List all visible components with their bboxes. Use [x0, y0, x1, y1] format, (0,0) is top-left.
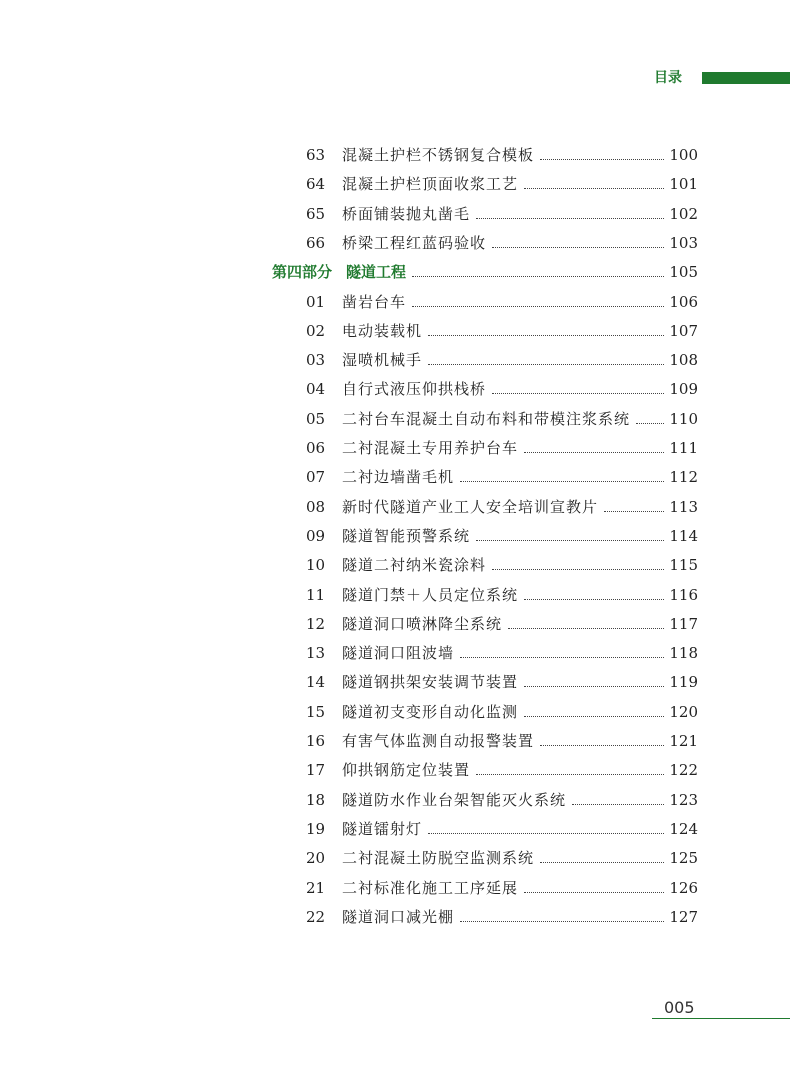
entry-title: 凿岩台车	[342, 292, 407, 311]
entry-title-wrap	[342, 496, 668, 518]
entry-page: 117	[669, 614, 698, 633]
entry-title: 桥梁工程红蓝码验收	[342, 233, 487, 252]
dot-leader	[428, 335, 664, 336]
entry-title-wrap	[342, 378, 668, 400]
dot-leader	[636, 423, 664, 424]
entry-page: 103	[669, 233, 698, 252]
dot-leader	[428, 833, 664, 834]
entry-page: 125	[669, 849, 698, 868]
entry-page: 108	[669, 351, 698, 370]
dot-leader	[524, 716, 664, 717]
dot-leader	[412, 306, 664, 307]
entry-page: 106	[669, 292, 698, 311]
entry-page: 109	[669, 380, 698, 399]
header-title: 目录	[654, 70, 682, 86]
entry-title: 混凝土护栏顶面收浆工艺	[342, 175, 519, 194]
entry-page: 122	[669, 761, 698, 780]
entry-page: 120	[669, 702, 698, 721]
entry-title: 仰拱钢筋定位装置	[342, 761, 471, 780]
dot-leader	[524, 686, 664, 687]
entry-page: 126	[669, 878, 698, 897]
dot-leader	[476, 540, 664, 541]
entry-number: 22	[306, 907, 326, 926]
entry-number: 12	[306, 614, 326, 633]
entry-page: 100	[669, 146, 698, 164]
entry-title-wrap	[342, 554, 668, 576]
entry-number: 13	[306, 644, 326, 663]
entry-title: 隧道钢拱架安装调节装置	[342, 673, 519, 692]
entry-page: 102	[669, 204, 698, 223]
entry-number: 63	[306, 146, 326, 164]
entry-title: 二衬混凝土防脱空监测系统	[342, 849, 535, 868]
dot-leader	[524, 892, 664, 893]
entry-number: 07	[306, 468, 326, 487]
dot-leader	[508, 628, 664, 629]
dot-leader	[540, 159, 664, 160]
header-accent-bar	[702, 72, 790, 84]
entry-title-wrap	[342, 437, 668, 459]
entry-page: 111	[669, 439, 698, 457]
dot-leader	[476, 218, 664, 219]
dot-leader	[476, 774, 664, 775]
entry-title: 桥面铺装抛丸凿毛	[342, 204, 471, 223]
entry-title-wrap	[342, 701, 668, 723]
entry-number: 21	[306, 878, 326, 897]
entry-title: 湿喷机械手	[342, 351, 423, 370]
entry-number: 08	[306, 497, 326, 516]
entry-title-wrap	[342, 466, 668, 488]
section-label	[272, 261, 406, 283]
dot-leader	[460, 481, 664, 482]
entry-page: 124	[669, 819, 698, 838]
entry-number: 18	[306, 790, 326, 809]
entry-number: 06	[306, 439, 326, 457]
dot-leader	[492, 569, 664, 570]
entry-page: 112	[669, 468, 698, 487]
entry-title: 隧道洞口喷淋降尘系统	[342, 614, 503, 633]
entry-number: 65	[306, 204, 326, 223]
entry-title: 隧道防水作业台架智能灭火系统	[342, 790, 567, 809]
dot-leader	[412, 276, 664, 277]
entry-title-wrap	[342, 144, 668, 166]
entry-title-wrap	[342, 730, 668, 752]
entry-title: 隧道智能预警系统	[342, 526, 471, 545]
entry-title: 混凝土护栏不锈钢复合模板	[342, 146, 535, 164]
entry-title: 隧道镭射灯	[342, 819, 423, 838]
entry-title: 自行式液压仰拱栈桥	[342, 380, 487, 399]
entry-title-wrap	[342, 759, 668, 781]
entry-number: 03	[306, 351, 326, 370]
entry-title: 二衬台车混凝土自动布料和带模注浆系统	[342, 409, 631, 428]
entry-page: 110	[669, 409, 698, 428]
entry-title-wrap	[342, 613, 668, 635]
entry-number: 17	[306, 761, 326, 780]
entry-number: 05	[306, 409, 326, 428]
dot-leader	[540, 745, 664, 746]
entry-number: 09	[306, 526, 326, 545]
entry-title-wrap	[342, 642, 668, 664]
entry-title-wrap	[342, 525, 668, 547]
dot-leader	[604, 511, 664, 512]
dot-leader	[428, 364, 664, 365]
entry-page: 121	[669, 732, 698, 750]
entry-title-wrap	[342, 349, 668, 371]
dot-leader	[492, 247, 664, 248]
entry-title-wrap	[342, 320, 668, 342]
entry-page: 115	[669, 556, 698, 575]
dot-leader	[524, 188, 664, 189]
entry-page: 114	[669, 526, 698, 545]
entry-title-wrap	[342, 877, 668, 899]
entry-page: 118	[669, 644, 698, 663]
entry-title-wrap	[342, 408, 668, 430]
entry-title-wrap	[342, 584, 668, 606]
entry-number: 02	[306, 321, 326, 340]
entry-title-wrap	[342, 789, 668, 811]
section-part: 第四部分	[272, 263, 333, 282]
entry-title: 二衬标准化施工工序延展	[342, 878, 519, 897]
dot-leader	[492, 393, 664, 394]
entry-number: 66	[306, 233, 326, 252]
entry-title: 隧道门禁＋人员定位系统	[342, 585, 519, 604]
page-number: 005	[664, 998, 695, 1017]
footer-rule	[652, 1018, 790, 1019]
entry-page: 116	[669, 585, 698, 604]
entry-number: 16	[306, 732, 326, 750]
entry-title-wrap	[342, 291, 668, 313]
running-header	[654, 68, 790, 88]
dot-leader	[460, 657, 664, 658]
dot-leader	[524, 599, 664, 600]
entry-number: 04	[306, 380, 326, 399]
entry-page: 123	[669, 790, 698, 809]
entry-title: 二衬混凝土专用养护台车	[342, 439, 519, 457]
entry-title-wrap	[342, 173, 668, 195]
entry-page: 101	[669, 175, 698, 194]
dot-leader	[524, 452, 664, 453]
entry-number: 15	[306, 702, 326, 721]
entry-number: 10	[306, 556, 326, 575]
entry-title: 电动装载机	[342, 321, 423, 340]
entry-number: 19	[306, 819, 326, 838]
entry-title: 有害气体监测自动报警装置	[342, 732, 535, 750]
entry-number: 01	[306, 292, 326, 311]
entry-title-wrap	[342, 203, 668, 225]
entry-number: 64	[306, 175, 326, 194]
entry-page: 127	[669, 907, 698, 926]
dot-leader	[460, 921, 664, 922]
entry-number: 20	[306, 849, 326, 868]
entry-number: 14	[306, 673, 326, 692]
entry-title-wrap	[342, 906, 668, 928]
entry-title: 隧道洞口减光棚	[342, 907, 455, 926]
section-title-wrap	[272, 261, 668, 283]
entry-title: 隧道初支变形自动化监测	[342, 702, 519, 721]
entry-number: 11	[306, 585, 326, 604]
dot-leader	[572, 804, 664, 805]
entry-title: 隧道二衬纳米瓷涂料	[342, 556, 487, 575]
section-page: 105	[669, 263, 698, 282]
entry-title: 二衬边墙凿毛机	[342, 468, 455, 487]
entry-title-wrap	[342, 847, 668, 869]
entry-page: 113	[669, 497, 698, 516]
entry-page: 119	[669, 673, 698, 692]
entry-title-wrap	[342, 671, 668, 693]
entry-title: 新时代隧道产业工人安全培训宣教片	[342, 497, 599, 516]
entry-title-wrap	[342, 818, 668, 840]
entry-title: 隧道洞口阻波墙	[342, 644, 455, 663]
entry-page: 107	[669, 321, 698, 340]
dot-leader	[540, 862, 664, 863]
entry-title-wrap	[342, 232, 668, 254]
section-name: 隧道工程	[346, 263, 407, 282]
